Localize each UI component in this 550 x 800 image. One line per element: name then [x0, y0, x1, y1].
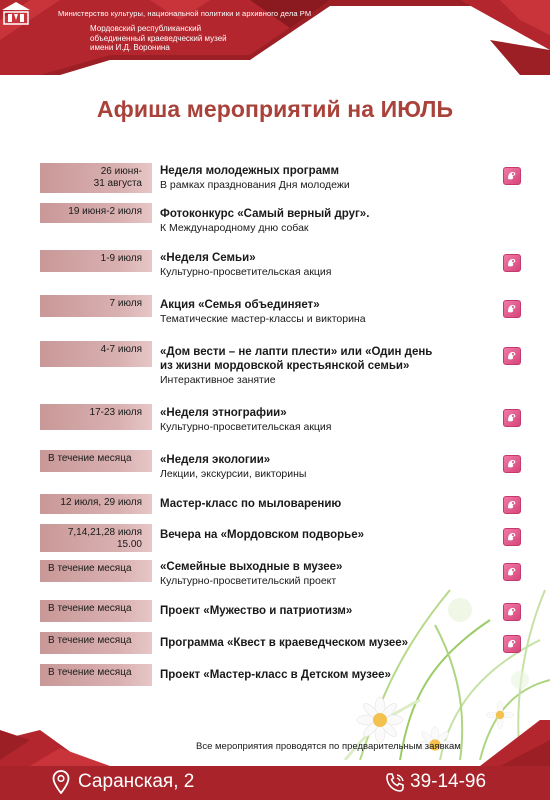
- ministry-name: Министерство культуры, национальной политики и архивного дела РМ: [58, 9, 312, 18]
- museum-logo-icon: [0, 0, 32, 26]
- event-name: Неделя молодежных программ: [160, 165, 340, 177]
- event-text: [160, 668, 490, 682]
- event-text: [160, 604, 490, 618]
- event-name: Проект «Мужество и патриотизм»: [160, 605, 353, 617]
- event-name: Фотоконкурс «Самый верный друг».: [160, 208, 370, 220]
- page-title: Афиша мероприятий на ИЮЛЬ: [96, 96, 454, 122]
- pushkin-card-icon: [503, 300, 521, 318]
- event-description: Интерактивное занятие: [160, 374, 276, 386]
- pushkin-card-icon: [503, 563, 521, 581]
- event-name: Программа «Квест в краеведческом музее»: [160, 637, 409, 649]
- event-name: «Неделя Семьи»: [160, 252, 256, 264]
- pushkin-card-icon: [503, 528, 521, 546]
- event-date: 26 июня- 31 августа: [40, 163, 152, 193]
- pushkin-card-icon: [503, 455, 521, 473]
- event-text: [160, 560, 490, 588]
- event-description: В рамках празднования Дня молодежи: [160, 179, 350, 191]
- event-description: Культурно-просветительская акция: [160, 421, 332, 433]
- event-name: Вечера на «Мордовском подворье»: [160, 529, 365, 541]
- event-date: В течение месяца: [40, 450, 152, 472]
- event-name: «Семейные выходные в музее»: [160, 561, 343, 573]
- event-date: 7 июля: [40, 295, 152, 317]
- event-name: «Неделя экологии»: [160, 454, 271, 466]
- event-text: [160, 251, 490, 279]
- event-text: [160, 497, 490, 511]
- event-date: В течение месяца: [40, 600, 152, 622]
- address-text: Саранская, 2: [78, 771, 195, 792]
- event-name: «Неделя этнографии»: [160, 407, 287, 419]
- event-text: [160, 636, 490, 650]
- event-text: [160, 207, 490, 235]
- event-name: Мастер-класс по мыловарению: [160, 498, 342, 510]
- event-text: [160, 406, 490, 434]
- event-text: [160, 298, 490, 326]
- event-text: [160, 528, 490, 542]
- event-name: Проект «Мастер-класс в Детском музее»: [160, 669, 391, 681]
- museum-name: Мордовский республиканский объединенный краеведческий музей имени И.Д. Воронина: [90, 24, 227, 52]
- event-description: К Международному дню собак: [160, 222, 309, 234]
- event-name-continued: из жизни мордовской крестьянской семьи»: [160, 360, 410, 372]
- event-date: 4-7 июля: [40, 341, 152, 367]
- header: [0, 0, 550, 75]
- event-name: Акция «Семья объединяет»: [160, 299, 320, 311]
- event-date: 1-9 июля: [40, 250, 152, 272]
- pushkin-card-icon: [503, 254, 521, 272]
- pushkin-card-icon: [503, 409, 521, 427]
- registration-note: Все мероприятия проводятся по предварительным заявкам: [196, 741, 461, 752]
- event-description: Культурно-просветительский проект: [160, 575, 337, 587]
- event-date: В течение месяца: [40, 664, 152, 686]
- event-description: Тематические мастер-классы и викторина: [160, 313, 366, 325]
- event-name: «Дом вести – не лапти плести» или «Один день: [160, 346, 433, 358]
- event-text: [160, 345, 490, 387]
- event-text: [160, 453, 490, 481]
- pushkin-card-icon: [503, 167, 521, 185]
- pushkin-card-icon: [503, 496, 521, 514]
- event-date: 12 июля, 29 июля: [40, 494, 152, 514]
- event-description: Культурно-просветительская акция: [160, 266, 332, 278]
- event-description: Лекции, экскурсии, викторины: [160, 468, 307, 480]
- pushkin-card-icon: [503, 635, 521, 653]
- event-date: 7,14,21,28 июля 15.00: [40, 524, 152, 552]
- footer-bar: [0, 766, 550, 800]
- location-pin-icon: [52, 770, 70, 794]
- event-text: [160, 164, 490, 192]
- event-date: В течение месяца: [40, 632, 152, 654]
- event-date: 19 июня-2 июля: [40, 203, 152, 223]
- pushkin-card-icon: [503, 347, 521, 365]
- event-date: 17-23 июля: [40, 404, 152, 430]
- event-date: В течение месяца: [40, 560, 152, 582]
- pushkin-card-icon: [503, 603, 521, 621]
- phone-icon: [384, 772, 406, 794]
- phone-number: 39-14-96: [410, 771, 487, 792]
